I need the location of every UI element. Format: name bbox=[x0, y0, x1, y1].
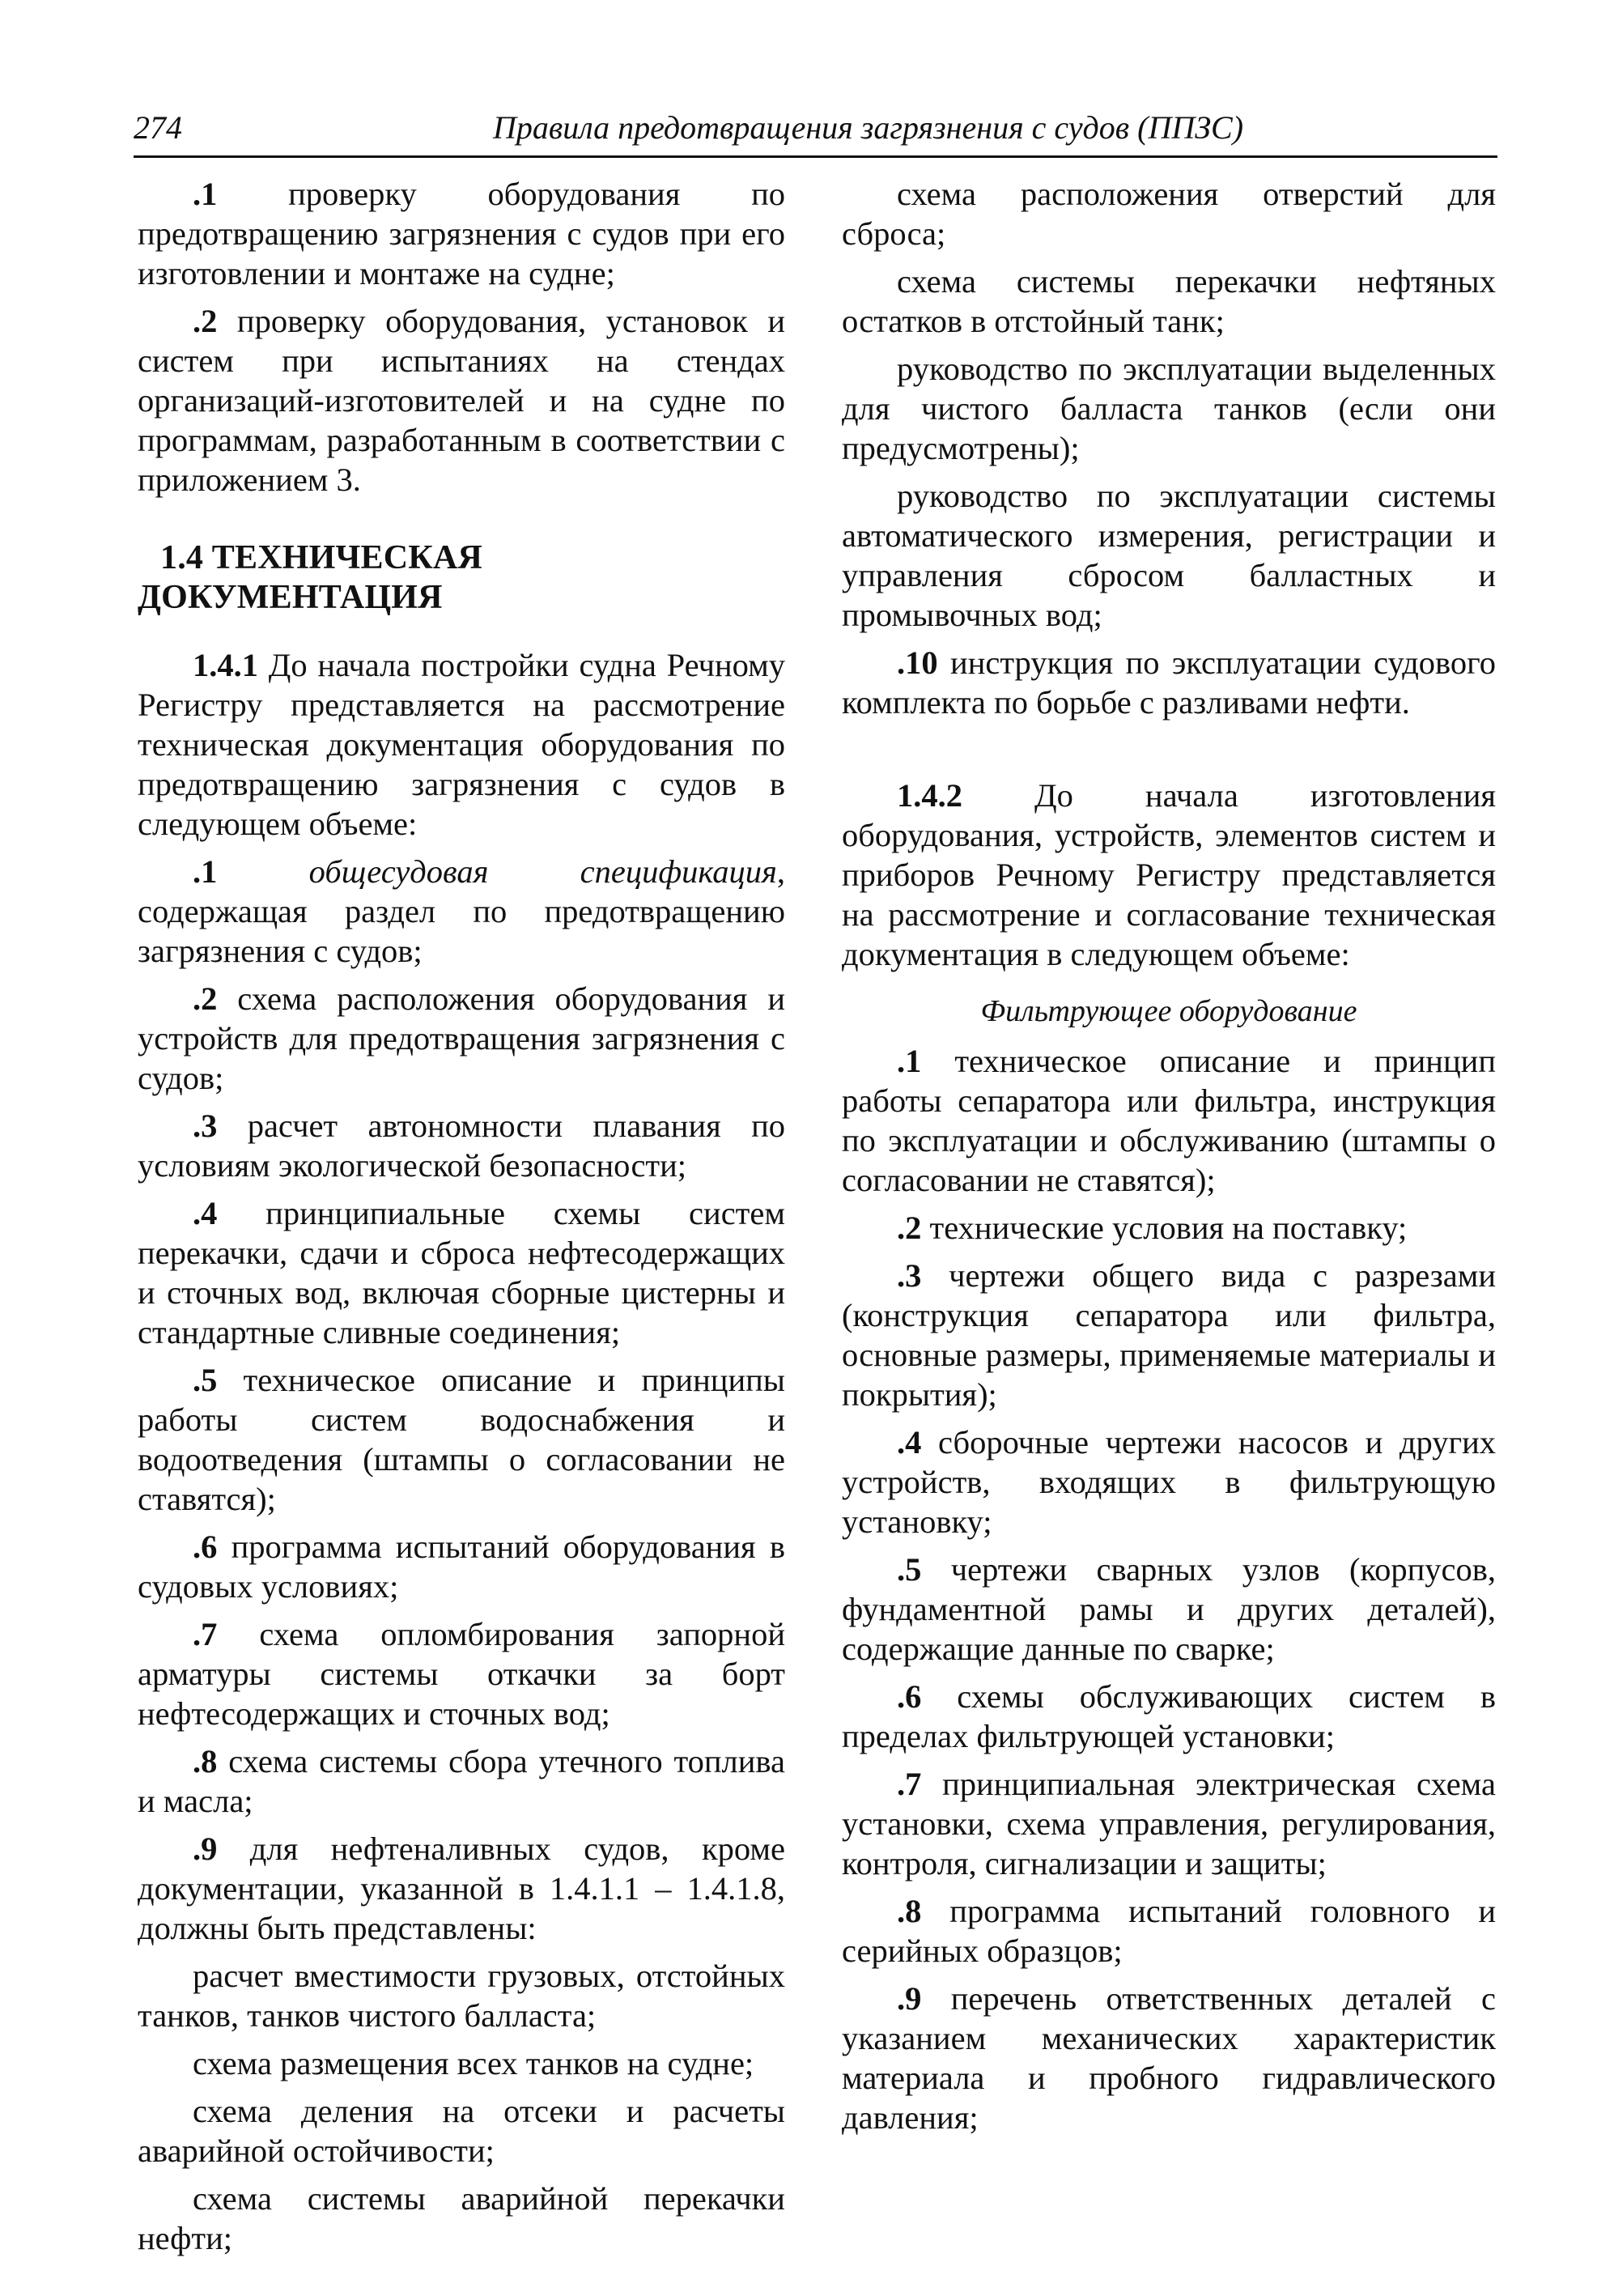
list-item: .8 схема системы сбора утечного топлива и масла; bbox=[138, 1743, 785, 1819]
list-item: .1 техническое описание и принцип работы сепаратора или фильтра, инструкция по эксплуатации и обслуживанию (штампы о согласовании не ставятся); bbox=[842, 1043, 1496, 1198]
clause-1-4-2: 1.4.2 До начала изготовления оборудования, устройств, элементов систем и приборов Речному Регистру представляется на рассмотрение и согласование техническая документация в следующем объеме: bbox=[842, 777, 1496, 972]
right-column bbox=[842, 174, 1496, 2145]
list-item: .7 принципиальная электрическая схема установки, схема управления, регулирования, контроля, сигнализации и защиты; bbox=[842, 1766, 1496, 1881]
subsection-heading: Фильтрующее оборудование bbox=[980, 994, 1357, 1028]
sub-item: схема размещения всех танков на судне; bbox=[193, 2045, 754, 2081]
list-item: .9 перечень ответственных деталей с указанием механических характеристик материала и пробного гидравлического давления; bbox=[842, 1980, 1496, 2136]
list-item: .2 проверку оборудования, установок и систем при испытаниях на стендах организаций-изготовителей и на судне по программам, разработанным в соответствии с приложением 3. bbox=[138, 303, 785, 498]
list-item: .4 сборочные чертежи насосов и других устройств, входящих в фильтрующую установку; bbox=[842, 1424, 1496, 1540]
list-item: .4 принципиальные схемы систем перекачки, сдачи и сброса нефтесодержащих и сточных вод, включая сборные цистерны и стандартные сливные соединения; bbox=[138, 1195, 785, 1350]
list-item: .1 проверку оборудования по предотвращению загрязнения с судов при его изготовлении и монтаже на судне; bbox=[138, 176, 785, 291]
clause-1-4-1: 1.4.1 До начала постройки судна Речному Регистру представляется на рассмотрение техническая документация оборудования по предотвращению загрязнения с судов в следующем объеме: bbox=[138, 647, 785, 842]
list-item: .7 схема опломбирования запорной арматуры системы откачки за борт нефтесодержащих и сточных вод; bbox=[138, 1616, 785, 1732]
list-item: .5 чертежи сварных узлов (корпусов, фундаментной рамы и других деталей), содержащие данные по сварке; bbox=[842, 1551, 1496, 1667]
spacer bbox=[842, 730, 1496, 776]
left-column bbox=[138, 174, 785, 2266]
list-item: .5 техническое описание и принципы работы систем водоснабжения и водоотведения (штампы о согласовании не ставятся); bbox=[138, 1362, 785, 1517]
section-heading: 1.4 ТЕХНИЧЕСКАЯ ДОКУМЕНТАЦИЯ bbox=[138, 539, 482, 616]
list-item: .6 программа испытаний оборудования в судовых условиях; bbox=[138, 1529, 785, 1605]
sub-item: схема системы аварийной перекачки нефти; bbox=[138, 2180, 785, 2256]
list-item: .8 программа испытаний головного и серийных образцов; bbox=[842, 1893, 1496, 1969]
list-item: .1 общесудовая спецификация, содержащая раздел по предотвращению загрязнения с судов; bbox=[138, 853, 785, 969]
page-number: 274 bbox=[134, 109, 182, 146]
list-item: .2 технические условия на поставку; bbox=[897, 1210, 1408, 1246]
running-title: Правила предотвращения загрязнения с судов (ППЗС) bbox=[492, 109, 1244, 146]
list-item: .10 инструкция по эксплуатации судового комплекта по борьбе с разливами нефти. bbox=[842, 644, 1496, 721]
list-item: .2 схема расположения оборудования и устройств для предотвращения загрязнения с судов; bbox=[138, 980, 785, 1096]
list-item: .6 схемы обслуживающих систем в пределах фильтрующей установки; bbox=[842, 1678, 1496, 1754]
sub-item: схема расположения отверстий для сброса; bbox=[842, 176, 1496, 252]
list-item: .3 расчет автономности плавания по условиям экологической безопасности; bbox=[138, 1108, 785, 1184]
running-header bbox=[134, 105, 1497, 158]
sub-item: руководство по эксплуатации системы автоматического измерения, регистрации и управления сбросом балластных и промывочных вод; bbox=[842, 478, 1496, 633]
sub-item: схема системы перекачки нефтяных остатков в отстойный танк; bbox=[842, 263, 1496, 339]
sub-item: схема деления на отсеки и расчеты аварийной остойчивости; bbox=[138, 2093, 785, 2169]
list-item: .3 чертежи общего вида с разрезами (конструкция сепаратора или фильтра, основные размеры, применяемые материалы и покрытия); bbox=[842, 1257, 1496, 1413]
sub-item: расчет вместимости грузовых, отстойных танков, танков чистого балласта; bbox=[138, 1958, 785, 2034]
sub-item: руководство по эксплуатации выделенных для чистого балласта танков (если они предусмотрены); bbox=[842, 351, 1496, 466]
list-item: .9 для нефтеналивных судов, кроме документации, указанной в 1.4.1.1 – 1.4.1.8, должны быть представлены: bbox=[138, 1830, 785, 1946]
